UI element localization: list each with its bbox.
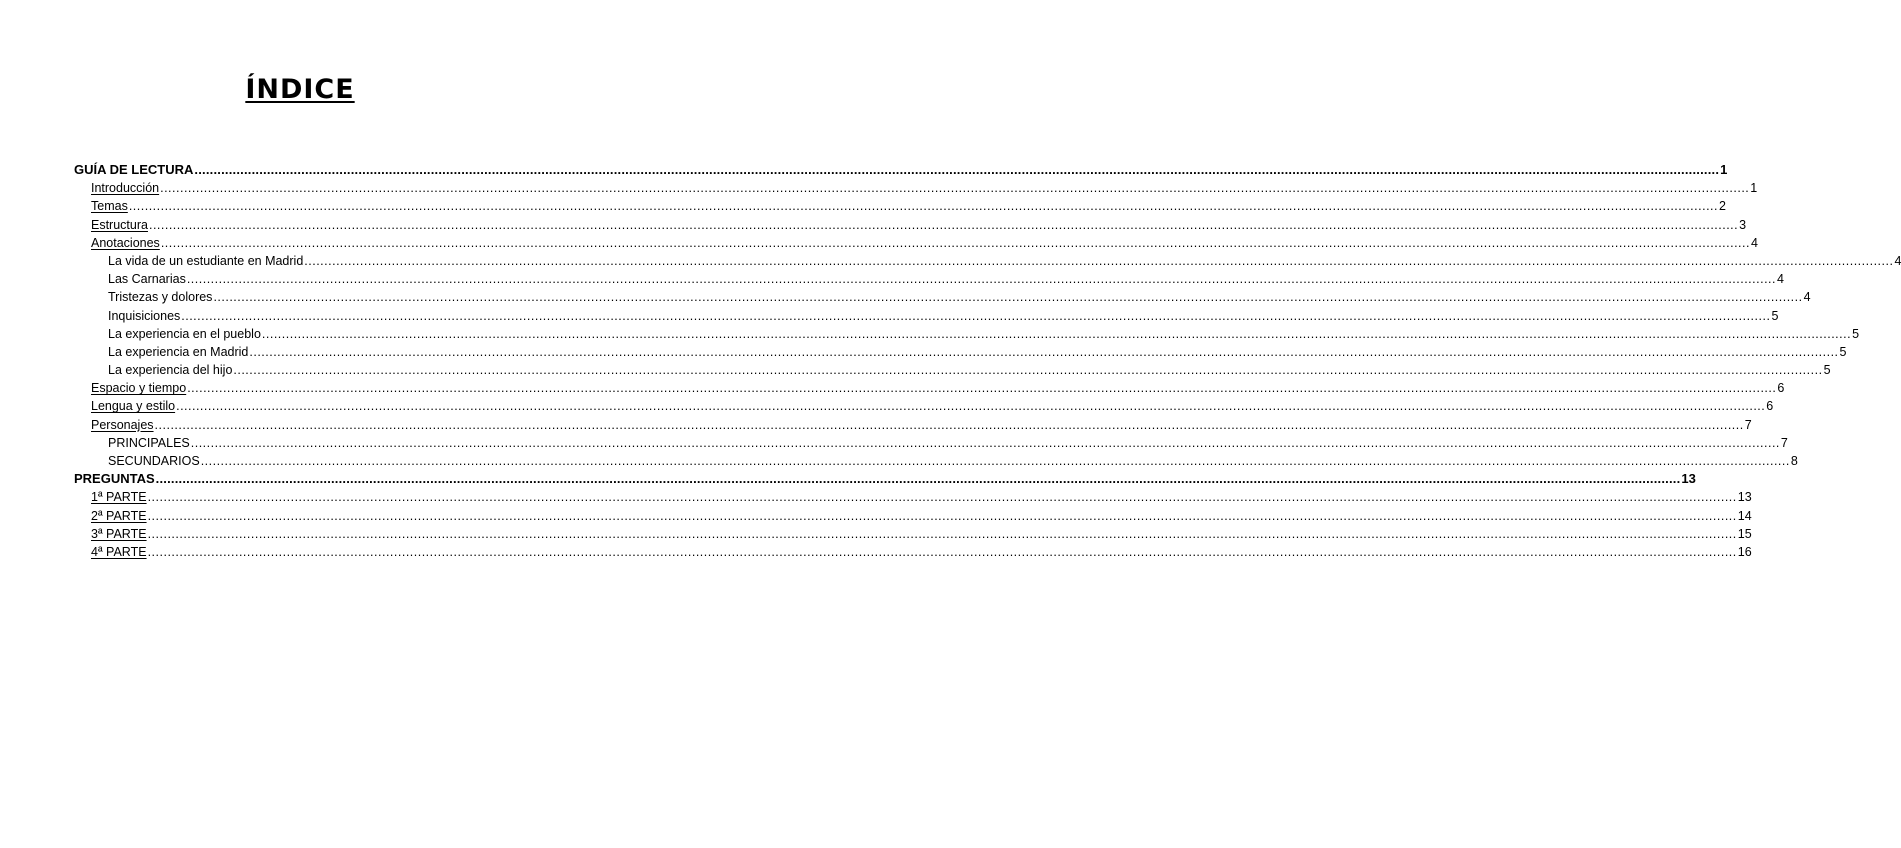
- toc-dot-leader: ................................................................................................................................................................................................................................................................................................................................................................................................................: [233, 363, 1823, 378]
- toc-dot-leader: ................................................................................................................................................................................................................................................................................................................................................................................................................: [160, 181, 1750, 196]
- toc-entry-label: SECUNDARIOS: [108, 454, 200, 468]
- toc-entry-label: La experiencia en Madrid: [108, 344, 249, 359]
- toc-entry-page-number: 5: [1839, 344, 1847, 359]
- toc-entry[interactable]: [74, 343, 1847, 361]
- toc-entry[interactable]: [74, 507, 1752, 525]
- toc-entry[interactable]: [74, 543, 1752, 561]
- toc-dot-leader: ................................................................................................................................................................................................................................................................................................................................................................................................................: [155, 471, 1681, 487]
- toc-entry-label: La experiencia del hijo: [108, 363, 233, 378]
- toc-entry-label: Introducción: [91, 181, 160, 196]
- toc-dot-leader: ................................................................................................................................................................................................................................................................................................................................................................................................................: [147, 544, 1737, 559]
- toc-entry-page-number: 4: [1750, 235, 1758, 250]
- toc-entry-page-number: 6: [1766, 399, 1774, 414]
- toc-dot-leader: ................................................................................................................................................................................................................................................................................................................................................................................................................: [304, 253, 1894, 268]
- toc-dot-leader: ................................................................................................................................................................................................................................................................................................................................................................................................................: [148, 217, 1739, 232]
- toc-entry-page-number: 2: [1719, 199, 1726, 214]
- toc-dot-leader: ................................................................................................................................................................................................................................................................................................................................................................................................................: [181, 308, 1771, 323]
- toc-entry[interactable]: [74, 288, 1811, 306]
- toc-entry-page-number: 7: [1780, 435, 1788, 450]
- toc-entry-label: GUÍA DE LECTURA: [74, 162, 194, 177]
- toc-dot-leader: ................................................................................................................................................................................................................................................................................................................................................................................................................: [147, 526, 1737, 541]
- toc-entry-label: Espacio y tiempo: [91, 381, 187, 396]
- toc-entry[interactable]: [74, 197, 1726, 215]
- toc-entry-page-number: 13: [1737, 490, 1752, 505]
- toc-dot-leader: ................................................................................................................................................................................................................................................................................................................................................................................................................: [194, 162, 1720, 177]
- toc-entry-page-number: 15: [1737, 526, 1752, 541]
- toc-entry-label: Lengua y estilo: [91, 399, 176, 414]
- toc-entry-page-number: 1: [1720, 162, 1728, 177]
- toc-entry-page-number: 14: [1737, 508, 1752, 523]
- toc-entry[interactable]: [74, 470, 1696, 488]
- toc-entry-page-number: 16: [1737, 544, 1752, 559]
- toc-dot-leader: ................................................................................................................................................................................................................................................................................................................................................................................................................: [200, 454, 1790, 468]
- toc-entry[interactable]: [74, 434, 1788, 452]
- toc-entry[interactable]: [74, 216, 1747, 234]
- toc-dot-leader: ................................................................................................................................................................................................................................................................................................................................................................................................................: [128, 199, 1718, 214]
- toc-entry-page-number: 5: [1823, 363, 1831, 378]
- toc-dot-leader: ................................................................................................................................................................................................................................................................................................................................................................................................................: [190, 435, 1780, 450]
- toc-entry-label: Personajes: [91, 417, 154, 432]
- toc-dot-leader: ................................................................................................................................................................................................................................................................................................................................................................................................................: [147, 490, 1737, 505]
- toc-entry-page-number: 6: [1777, 381, 1785, 396]
- page-title: ÍNDICE: [245, 74, 355, 105]
- toc-entry-page-number: 3: [1739, 217, 1747, 232]
- toc-entry[interactable]: [74, 397, 1774, 415]
- table-of-contents: [74, 161, 1901, 561]
- toc-entry[interactable]: [74, 525, 1752, 543]
- toc-entry[interactable]: [74, 161, 1728, 179]
- toc-entry[interactable]: [74, 488, 1752, 506]
- toc-entry-label: La experiencia en el pueblo: [108, 326, 261, 341]
- toc-entry-label: 3ª PARTE: [91, 526, 147, 541]
- toc-entry-page-number: 1: [1750, 181, 1758, 196]
- toc-entry[interactable]: [74, 361, 1831, 379]
- toc-entry[interactable]: [74, 379, 1785, 397]
- toc-entry-label: Anotaciones: [91, 235, 160, 250]
- toc-entry[interactable]: [74, 179, 1758, 197]
- toc-dot-leader: ................................................................................................................................................................................................................................................................................................................................................................................................................: [213, 290, 1803, 305]
- toc-entry-label: Temas: [91, 199, 128, 214]
- toc-entry-page-number: 4: [1894, 253, 1901, 268]
- toc-entry-label: PRINCIPALES: [108, 435, 190, 450]
- toc-dot-leader: ................................................................................................................................................................................................................................................................................................................................................................................................................: [186, 272, 1776, 287]
- toc-dot-leader: ................................................................................................................................................................................................................................................................................................................................................................................................................: [154, 417, 1744, 432]
- toc-entry-label: Las Carnarias: [108, 272, 186, 287]
- toc-entry-page-number: 5: [1852, 326, 1860, 341]
- toc-entry-label: Tristezas y dolores: [108, 290, 213, 305]
- toc-entry[interactable]: [74, 452, 1798, 470]
- toc-entry-page-number: 4: [1777, 272, 1784, 287]
- toc-dot-leader: ................................................................................................................................................................................................................................................................................................................................................................................................................: [160, 235, 1750, 250]
- toc-entry-label: 2ª PARTE: [91, 508, 147, 523]
- toc-entry-page-number: 8: [1790, 454, 1798, 468]
- toc-entry-page-number: 7: [1744, 417, 1752, 432]
- toc-dot-leader: ................................................................................................................................................................................................................................................................................................................................................................................................................: [187, 381, 1777, 396]
- toc-entry[interactable]: [74, 325, 1860, 343]
- toc-entry[interactable]: [74, 307, 1779, 325]
- toc-entry-label: PREGUNTAS: [74, 471, 155, 487]
- toc-dot-leader: ................................................................................................................................................................................................................................................................................................................................................................................................................: [176, 399, 1766, 414]
- toc-entry-label: Estructura: [91, 217, 148, 232]
- toc-dot-leader: ................................................................................................................................................................................................................................................................................................................................................................................................................: [147, 508, 1737, 523]
- toc-entry-page-number: 5: [1771, 308, 1779, 323]
- toc-entry[interactable]: [74, 234, 1758, 252]
- toc-dot-leader: ................................................................................................................................................................................................................................................................................................................................................................................................................: [249, 344, 1839, 359]
- toc-entry-label: 1ª PARTE: [91, 490, 147, 505]
- toc-entry[interactable]: [74, 416, 1752, 434]
- toc-entry[interactable]: [74, 252, 1901, 270]
- toc-entry-label: La vida de un estudiante en Madrid: [108, 253, 304, 268]
- toc-entry-label: 4ª PARTE: [91, 544, 147, 559]
- toc-entry-page-number: 4: [1803, 290, 1811, 305]
- toc-entry[interactable]: [74, 270, 1784, 288]
- toc-entry-label: Inquisiciones: [108, 308, 181, 323]
- toc-dot-leader: ................................................................................................................................................................................................................................................................................................................................................................................................................: [261, 326, 1852, 341]
- toc-entry-page-number: 13: [1681, 471, 1696, 487]
